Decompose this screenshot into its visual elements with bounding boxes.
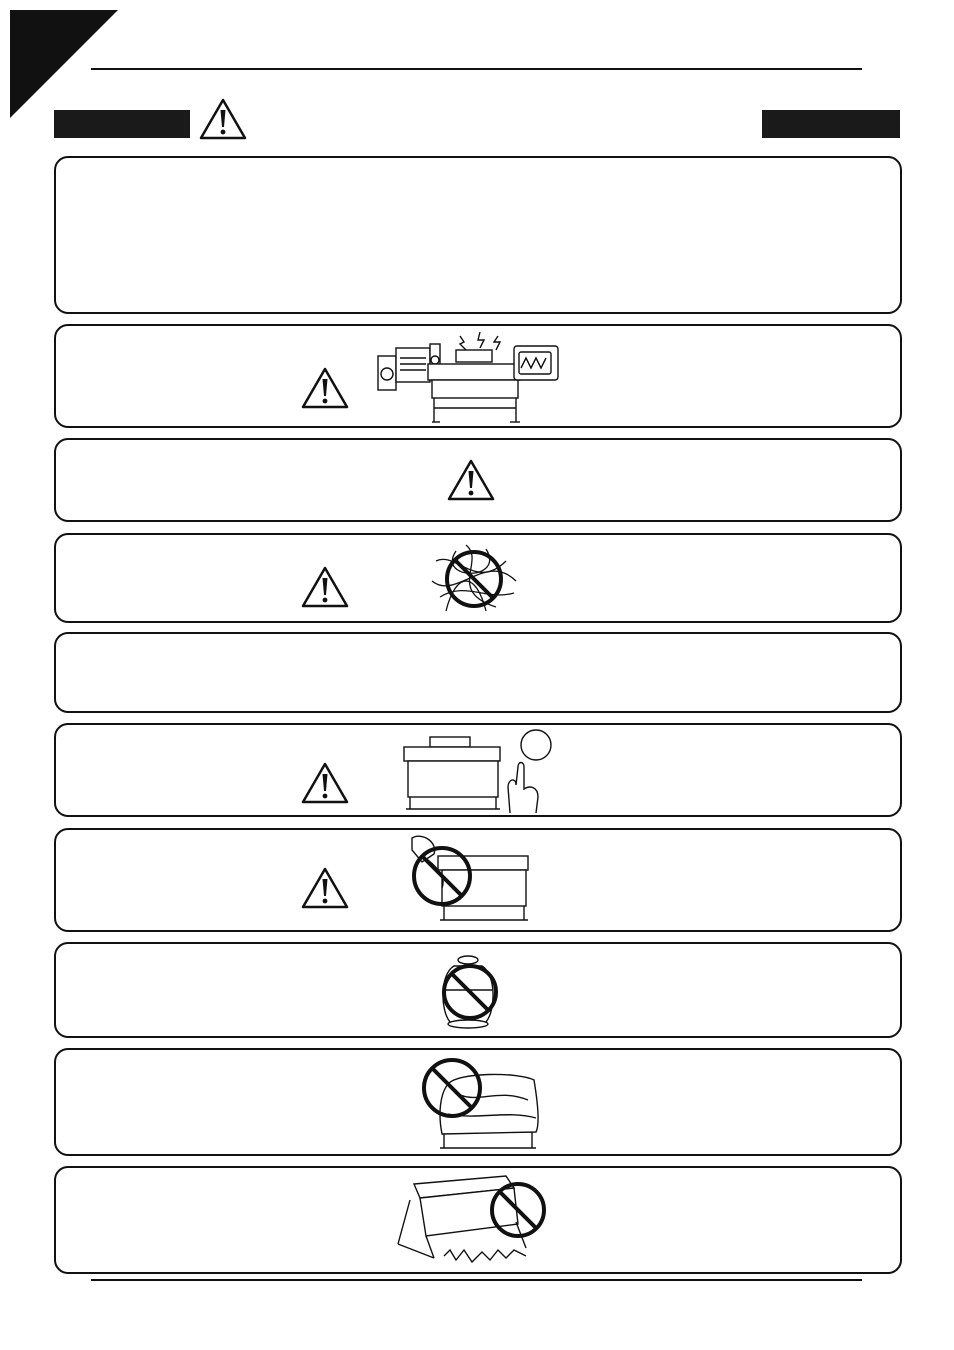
header-label-right <box>762 110 900 138</box>
interference-box <box>54 324 902 428</box>
interference-illustration <box>376 330 566 425</box>
warning-triangle-icon <box>300 366 350 410</box>
no-liquids-box <box>54 828 902 932</box>
no-liquids-illustration <box>398 832 548 928</box>
header-rule <box>91 68 862 70</box>
no-cover-box <box>54 1048 902 1156</box>
tangled-cords-illustration <box>426 541 522 617</box>
header-label-left <box>54 110 190 138</box>
corner-tab <box>0 0 120 120</box>
no-heavy-objects-illustration <box>430 950 510 1034</box>
switch-off-box <box>54 723 902 817</box>
footer-rule <box>91 1279 862 1281</box>
warning-triangle-icon <box>300 761 350 805</box>
warning-box <box>54 438 902 522</box>
warning-triangle-icon <box>300 565 350 609</box>
no-heavy-objects-box <box>54 942 902 1038</box>
no-lean-illustration <box>386 1170 546 1270</box>
no-cover-illustration <box>418 1054 548 1152</box>
text-box <box>54 632 902 713</box>
notice-box <box>54 156 902 314</box>
switch-off-illustration <box>390 727 560 815</box>
warning-triangle-icon <box>446 458 496 502</box>
cords-box <box>54 533 902 623</box>
no-lean-box <box>54 1166 902 1274</box>
warning-triangle-icon <box>198 97 248 141</box>
warning-triangle-icon <box>300 866 350 910</box>
